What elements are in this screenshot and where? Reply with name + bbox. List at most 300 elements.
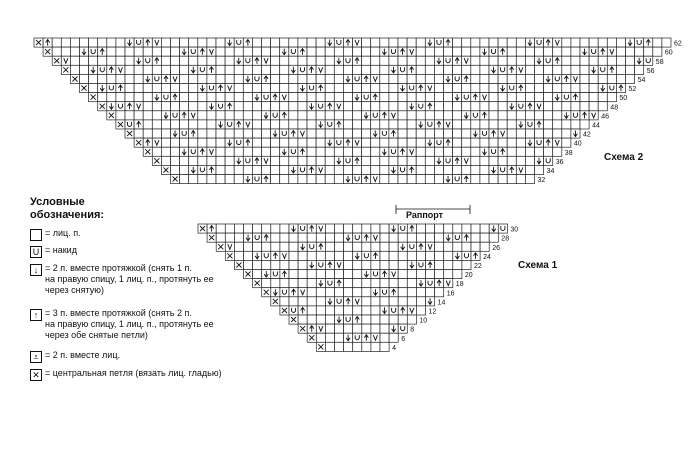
chart-cell [234, 102, 243, 111]
chart-cell [426, 260, 435, 269]
chart-cell [525, 165, 534, 174]
chart-cell [425, 38, 434, 47]
chart-cell [362, 224, 371, 233]
yarn-over-icon: U [30, 246, 42, 258]
chart-cell [362, 279, 371, 288]
chart-cell [416, 147, 425, 156]
chart-cell [389, 324, 398, 333]
chart-cell [107, 65, 116, 74]
chart-cell [180, 102, 189, 111]
chart-cell [307, 233, 316, 242]
chart-cell [125, 56, 134, 65]
chart-cell [234, 147, 243, 156]
chart-cell [189, 74, 198, 83]
chart-cell [535, 93, 544, 102]
chart-cell [234, 84, 243, 93]
chart-cell [489, 65, 498, 74]
chart-cell [198, 120, 207, 129]
chart-cell [343, 111, 352, 120]
chart-cell [271, 279, 280, 288]
chart-cell [316, 102, 325, 111]
chart-cell [416, 270, 425, 279]
chart-cell [344, 251, 353, 260]
chart-cell [344, 260, 353, 269]
chart-cell [216, 165, 225, 174]
chart-cell [116, 65, 125, 74]
repeat-label: Раппорт [406, 210, 444, 220]
chart-cell [425, 175, 434, 184]
chart-cell [325, 288, 334, 297]
chart-cell [262, 156, 271, 165]
chart-cell [116, 47, 125, 56]
chart-cell [271, 38, 280, 47]
chart-cell [262, 175, 271, 184]
chart-cell [307, 93, 316, 102]
chart-cell [407, 306, 416, 315]
chart-cell [407, 38, 416, 47]
chart-cell [362, 84, 371, 93]
chart-cell [271, 129, 280, 138]
chart-cell [407, 56, 416, 65]
chart-cell [598, 102, 607, 111]
chart-cell [307, 251, 316, 260]
chart-cell [262, 74, 271, 83]
row-number: 52 [628, 86, 637, 94]
chart-cell [525, 111, 534, 120]
chart-cell [525, 120, 534, 129]
chart-cell [544, 111, 553, 120]
chart-cell [335, 333, 344, 342]
chart-cell [262, 260, 271, 269]
chart-cell [607, 84, 616, 93]
chart-cell [425, 65, 434, 74]
chart-cell [325, 84, 334, 93]
chart-cell [325, 224, 334, 233]
chart-cell [271, 288, 280, 297]
chart-cell [471, 47, 480, 56]
chart-cell [480, 175, 489, 184]
chart-cell [116, 38, 125, 47]
chart-cell [471, 38, 480, 47]
chart-cell [444, 65, 453, 74]
chart-cell [516, 165, 525, 174]
chart-cell [152, 47, 161, 56]
chart-cell [444, 38, 453, 47]
chart-cell [289, 242, 298, 251]
chart-cell [262, 138, 271, 147]
chart-cell [325, 65, 334, 74]
chart-cell [316, 297, 325, 306]
chart-cell [407, 315, 416, 324]
chart-cell [243, 65, 252, 74]
chart-cell [426, 270, 435, 279]
chart-cell [325, 333, 334, 342]
chart-cell [225, 65, 234, 74]
chart-cell [207, 84, 216, 93]
chart-cell [498, 120, 507, 129]
legend-item-sk2p [30, 308, 214, 341]
chart-cell [453, 56, 462, 65]
chart-cell [171, 175, 180, 184]
chart-cell [416, 297, 425, 306]
chart-cell [489, 74, 498, 83]
chart-cell [180, 120, 189, 129]
chart-cell [216, 156, 225, 165]
chart-cell [334, 111, 343, 120]
chart-cell [416, 84, 425, 93]
chart-cell [616, 47, 625, 56]
chart-cell [462, 165, 471, 174]
chart-cell [225, 56, 234, 65]
cross-icon: ✕ [30, 369, 42, 381]
chart-cell [134, 47, 143, 56]
chart-cell [116, 111, 125, 120]
chart-cell [344, 242, 353, 251]
chart-cell [471, 84, 480, 93]
row-number: 14 [437, 299, 446, 307]
chart-cell [198, 129, 207, 138]
chart-cell [262, 251, 271, 260]
chart-cell [389, 260, 398, 269]
chart-cell [471, 65, 480, 74]
chart-cell [453, 233, 462, 242]
chart-cell [198, 138, 207, 147]
chart-cell [380, 297, 389, 306]
chart-cell [389, 233, 398, 242]
chart-cell [407, 242, 416, 251]
chart-cell [52, 47, 61, 56]
chart-cell [407, 233, 416, 242]
chart-cell [425, 102, 434, 111]
chart-cell [125, 129, 134, 138]
chart-cell [262, 47, 271, 56]
chart-cell [362, 297, 371, 306]
row-number: 40 [573, 140, 582, 148]
chart-cell [107, 111, 116, 120]
chart-cell [480, 47, 489, 56]
chart-cell [161, 120, 170, 129]
chart-cell [207, 175, 216, 184]
chart-cell [316, 242, 325, 251]
chart-cell [225, 224, 234, 233]
chart-cell [298, 84, 307, 93]
chart-cell [189, 156, 198, 165]
chart-cell [616, 74, 625, 83]
chart-cell [480, 233, 489, 242]
chart-cell [398, 111, 407, 120]
chart-cell [516, 65, 525, 74]
chart-cell [444, 270, 453, 279]
chart-cell [589, 65, 598, 74]
chart-cell [371, 175, 380, 184]
chart-cell [80, 56, 89, 65]
chart-cell [316, 342, 325, 351]
row-number: 18 [455, 281, 464, 289]
chart-cell [380, 306, 389, 315]
chart-cell [426, 251, 435, 260]
chart-cell [198, 84, 207, 93]
chart-cell [216, 111, 225, 120]
chart-cell [171, 165, 180, 174]
chart-cell [344, 233, 353, 242]
chart-cell [316, 65, 325, 74]
chart-cell [389, 175, 398, 184]
chart-cell [389, 56, 398, 65]
chart-cell [426, 297, 435, 306]
chart-cell [353, 74, 362, 83]
chart-cell [225, 138, 234, 147]
chart-cell [98, 65, 107, 74]
chart-cell [516, 138, 525, 147]
chart-cell [425, 111, 434, 120]
chart-cell [207, 120, 216, 129]
chart-cell [198, 111, 207, 120]
chart-cell [562, 120, 571, 129]
chart-cell [562, 38, 571, 47]
chart-cell [416, 288, 425, 297]
chart-cell [535, 38, 544, 47]
chart-cell [580, 38, 589, 47]
chart-cell [152, 74, 161, 83]
chart-cell [189, 165, 198, 174]
chart-cell [453, 138, 462, 147]
chart-cell [471, 156, 480, 165]
chart-cell [435, 260, 444, 269]
chart-cell [207, 74, 216, 83]
chart-cell [562, 84, 571, 93]
chart-cell [107, 84, 116, 93]
chart-cell [362, 342, 371, 351]
chart-cell [398, 315, 407, 324]
chart-cell [407, 84, 416, 93]
chart-cell [343, 156, 352, 165]
chart-cell [307, 315, 316, 324]
chart-cell [244, 233, 253, 242]
chart-cell [307, 306, 316, 315]
chart-cell [389, 242, 398, 251]
chart-cell [298, 288, 307, 297]
chart-cell [607, 38, 616, 47]
chart-cell [125, 120, 134, 129]
chart-cell [289, 65, 298, 74]
chart-cell [398, 93, 407, 102]
chart-cell [280, 120, 289, 129]
chart-cell [298, 56, 307, 65]
chart-cell [134, 74, 143, 83]
chart-cell [298, 251, 307, 260]
chart-cell [98, 38, 107, 47]
chart-cell [298, 38, 307, 47]
chart-cell [61, 47, 70, 56]
chart-cell [353, 333, 362, 342]
chart-cell [362, 333, 371, 342]
chart-cell [216, 138, 225, 147]
chart-cell [371, 93, 380, 102]
chart-cell [307, 270, 316, 279]
chart-cell [262, 242, 271, 251]
chart-cell [525, 65, 534, 74]
chart-cell [216, 38, 225, 47]
chart-cell [398, 224, 407, 233]
chart-cell [353, 156, 362, 165]
chart-cell [425, 120, 434, 129]
chart-cell [416, 65, 425, 74]
chart-cell [353, 288, 362, 297]
chart-cell [607, 56, 616, 65]
chart-cell [471, 93, 480, 102]
chart-cell [353, 342, 362, 351]
chart-cell [398, 270, 407, 279]
chart-cell [398, 38, 407, 47]
chart-cell [307, 74, 316, 83]
row-number: 36 [555, 158, 564, 166]
chart-cell [171, 74, 180, 83]
row-number: 58 [655, 58, 664, 66]
chart-cell [362, 270, 371, 279]
chart-cell [425, 165, 434, 174]
chart-cell [271, 74, 280, 83]
chart-cell [289, 224, 298, 233]
chart-cell [589, 56, 598, 65]
legend-text: = 2 п. вместе лиц. [45, 350, 120, 360]
chart-cell [571, 120, 580, 129]
chart-cell [380, 324, 389, 333]
chart-cell [325, 38, 334, 47]
chart-cell [362, 120, 371, 129]
chart-cell [253, 279, 262, 288]
chart-cell [89, 93, 98, 102]
chart-cell [553, 138, 562, 147]
chart-cell [426, 279, 435, 288]
chart-cell [253, 233, 262, 242]
chart-cell [161, 47, 170, 56]
chart-cell [498, 47, 507, 56]
chart-cell [289, 129, 298, 138]
chart-cell [462, 65, 471, 74]
chart-cell [389, 138, 398, 147]
chart-cell [353, 315, 362, 324]
chart-cell [161, 156, 170, 165]
chart-cell [498, 138, 507, 147]
chart-cell [325, 260, 334, 269]
chart-cell [89, 56, 98, 65]
chart-cell [216, 129, 225, 138]
chart-cell [216, 47, 225, 56]
chart-cell [252, 47, 261, 56]
chart-cell [343, 38, 352, 47]
chart-cell [444, 93, 453, 102]
chart-cell [89, 47, 98, 56]
chart-cell [152, 138, 161, 147]
chart-cell [425, 47, 434, 56]
chart-cell [334, 165, 343, 174]
chart-cell [553, 102, 562, 111]
chart-cell [371, 333, 380, 342]
chart-cell [207, 56, 216, 65]
chart-cell [289, 138, 298, 147]
chart-cell [535, 65, 544, 74]
chart-cell [316, 260, 325, 269]
chart-cell [316, 224, 325, 233]
chart-cell [80, 47, 89, 56]
chart-cell [489, 102, 498, 111]
chart-cell [98, 84, 107, 93]
chart-cell [462, 120, 471, 129]
chart-cell [280, 47, 289, 56]
chart-cell [335, 233, 344, 242]
chart-cell [252, 175, 261, 184]
chart-cell [325, 251, 334, 260]
chart-cell [462, 242, 471, 251]
chart-cell [480, 102, 489, 111]
chart-cell [335, 324, 344, 333]
row-number: 6 [401, 335, 406, 343]
chart-cell [207, 165, 216, 174]
chart-cell [298, 147, 307, 156]
chart-cell [207, 102, 216, 111]
chart-cell [535, 165, 544, 174]
arrow-down-icon: ↓ [30, 264, 42, 276]
chart-cell [471, 175, 480, 184]
chart-cell [553, 147, 562, 156]
chart-cell [344, 333, 353, 342]
chart-cell [262, 111, 271, 120]
chart-cell [252, 74, 261, 83]
chart-cell [371, 315, 380, 324]
legend-item-k2tog [30, 350, 120, 363]
chart-cell [426, 233, 435, 242]
chart-cell [407, 147, 416, 156]
chart-cell [280, 279, 289, 288]
chart-cell [298, 270, 307, 279]
chart-cell [462, 129, 471, 138]
chart-cell [434, 56, 443, 65]
chart-cell [316, 165, 325, 174]
row-number: 32 [537, 177, 546, 185]
chart-cell [344, 297, 353, 306]
chart-cell [525, 38, 534, 47]
chart-cell [580, 102, 589, 111]
chart-cell [498, 224, 507, 233]
chart-cell [525, 93, 534, 102]
chart-cell [143, 65, 152, 74]
chart-cell [380, 84, 389, 93]
chart-cell [180, 47, 189, 56]
chart-cell [407, 297, 416, 306]
chart-cell [52, 56, 61, 65]
chart-cell [271, 270, 280, 279]
chart-cell [635, 47, 644, 56]
chart-cell [234, 156, 243, 165]
chart-cell [489, 175, 498, 184]
chart-cell [316, 147, 325, 156]
chart-cell [307, 165, 316, 174]
chart-cell [507, 138, 516, 147]
chart-cell [80, 38, 89, 47]
chart-cell [444, 165, 453, 174]
chart-cell [353, 47, 362, 56]
chart-cell [407, 93, 416, 102]
chart-cell [134, 93, 143, 102]
chart-cell [262, 38, 271, 47]
chart-cell [407, 251, 416, 260]
chart-cell [316, 279, 325, 288]
chart-cell [462, 156, 471, 165]
chart-cell [407, 74, 416, 83]
chart-cell [125, 38, 134, 47]
chart-cell [489, 47, 498, 56]
chart-cell [362, 233, 371, 242]
